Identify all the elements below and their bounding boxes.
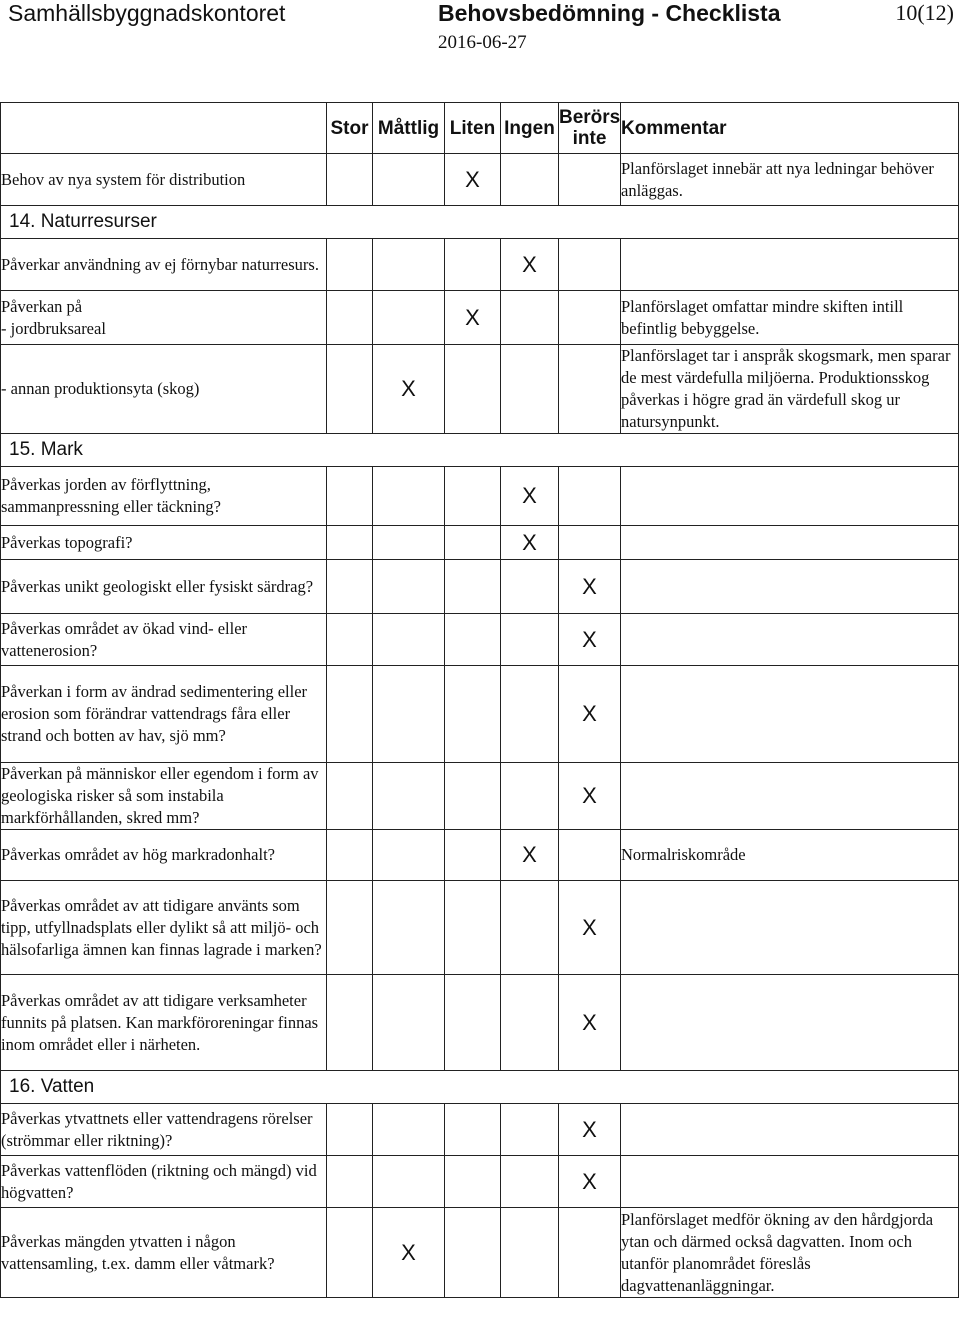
page-number: 10(12) — [895, 0, 954, 25]
header-empty-cell — [1, 103, 327, 154]
rating-cell-stor — [327, 1208, 373, 1298]
rating-cell-stor — [327, 239, 373, 291]
rating-mark: X — [501, 467, 559, 526]
table-row — [1, 614, 959, 666]
rating-cell-stor — [327, 666, 373, 763]
question-cell: Påverkas ytvattnets eller vattendragens rörelser (strömmar eller riktning)? — [1, 1104, 327, 1156]
rating-cell-stor — [327, 830, 373, 881]
document-date: 2016-06-27 — [438, 32, 527, 53]
rating-cell-ingen — [501, 291, 559, 345]
rating-cell-mattlig — [373, 560, 445, 614]
organization-name: Samhällsbyggnadskontoret — [8, 0, 286, 26]
rating-cell-liten — [445, 666, 501, 763]
rating-cell-stor — [327, 526, 373, 560]
rating-cell-ingen — [501, 154, 559, 206]
page-header — [0, 0, 960, 60]
rating-cell-mattlig — [373, 526, 445, 560]
column-berors-line-1: Berörs — [559, 107, 621, 128]
rating-cell-liten — [445, 881, 501, 975]
column-liten: Liten — [445, 103, 501, 154]
rating-cell-liten — [445, 467, 501, 526]
rating-mark: X — [445, 291, 501, 345]
comment-cell — [621, 975, 959, 1071]
comment-cell — [621, 239, 959, 291]
table-row — [1, 526, 959, 560]
rating-cell-stor — [327, 763, 373, 830]
document-title: Behovsbedömning - Checklista — [438, 0, 781, 26]
table-row — [1, 881, 959, 975]
table-row — [1, 560, 959, 614]
rating-cell-stor — [327, 1156, 373, 1208]
comment-cell — [621, 881, 959, 975]
rating-cell-mattlig — [373, 666, 445, 763]
column-ingen: Ingen — [501, 103, 559, 154]
comment-cell — [621, 1156, 959, 1208]
section-row — [1, 434, 959, 467]
rating-mark: X — [559, 1156, 621, 1208]
question-cell: Påverkas vattenflöden (riktning och mängd) vid högvatten? — [1, 1156, 327, 1208]
comment-cell — [621, 560, 959, 614]
table-row — [1, 291, 959, 345]
section-title: 14. Naturresurser — [1, 206, 959, 239]
table-row — [1, 154, 959, 206]
rating-cell-ingen — [501, 1156, 559, 1208]
comment-cell — [621, 526, 959, 560]
rating-mark: X — [501, 526, 559, 560]
question-cell: Påverkas mängden ytvatten i någon vattensamling, t.ex. damm eller våtmark? — [1, 1208, 327, 1298]
rating-mark: X — [559, 881, 621, 975]
rating-cell-mattlig — [373, 830, 445, 881]
rating-mark: X — [559, 560, 621, 614]
rating-cell-berors-inte — [559, 467, 621, 526]
table-row — [1, 666, 959, 763]
rating-cell-mattlig — [373, 239, 445, 291]
comment-cell: Normalriskområde — [621, 830, 959, 881]
rating-cell-berors-inte — [559, 1208, 621, 1298]
comment-cell — [621, 1104, 959, 1156]
rating-cell-mattlig — [373, 291, 445, 345]
rating-cell-berors-inte — [559, 291, 621, 345]
rating-cell-stor — [327, 467, 373, 526]
rating-cell-berors-inte — [559, 345, 621, 434]
column-berors-inte — [559, 103, 621, 154]
rating-cell-liten — [445, 1156, 501, 1208]
section-title: 15. Mark — [1, 434, 959, 467]
column-header-row — [1, 103, 959, 154]
rating-cell-ingen — [501, 763, 559, 830]
rating-cell-berors-inte — [559, 526, 621, 560]
question-cell — [1, 291, 327, 345]
question-line: - jordbruksareal — [1, 318, 106, 338]
rating-mark: X — [445, 154, 501, 206]
rating-cell-ingen — [501, 975, 559, 1071]
rating-mark: X — [559, 1104, 621, 1156]
rating-cell-liten — [445, 975, 501, 1071]
rating-mark: X — [373, 345, 445, 434]
question-cell: Påverkas topografi? — [1, 526, 327, 560]
rating-cell-liten — [445, 1208, 501, 1298]
question-cell: Påverkas området av hög markradonhalt? — [1, 830, 327, 881]
checklist-body — [1, 154, 959, 1298]
rating-cell-stor — [327, 291, 373, 345]
comment-cell — [621, 467, 959, 526]
table-row — [1, 1104, 959, 1156]
comment-cell — [621, 666, 959, 763]
rating-cell-stor — [327, 614, 373, 666]
table-row — [1, 345, 959, 434]
comment-cell — [621, 614, 959, 666]
column-kommentar: Kommentar — [621, 103, 959, 154]
rating-mark: X — [559, 666, 621, 763]
table-row — [1, 1156, 959, 1208]
comment-cell — [621, 763, 959, 830]
table-row — [1, 830, 959, 881]
rating-cell-mattlig — [373, 614, 445, 666]
rating-cell-stor — [327, 881, 373, 975]
question-cell: Påverkan på människor eller egendom i form av geologiska risker så som instabila markförhållanden, skred mm? — [1, 763, 327, 830]
rating-cell-liten — [445, 239, 501, 291]
rating-cell-mattlig — [373, 1156, 445, 1208]
rating-mark: X — [559, 763, 621, 830]
rating-cell-mattlig — [373, 1104, 445, 1156]
rating-cell-liten — [445, 614, 501, 666]
rating-cell-mattlig — [373, 975, 445, 1071]
rating-cell-ingen — [501, 614, 559, 666]
question-cell: Påverkas jorden av förflyttning, sammanpressning eller täckning? — [1, 467, 327, 526]
rating-cell-liten — [445, 763, 501, 830]
question-cell: Påverkas området av att tidigare använts som tipp, utfyllnadsplats eller dylikt så att miljö- och hälsofarliga ämnen kan finnas lagrade i marken? — [1, 881, 327, 975]
rating-cell-berors-inte — [559, 830, 621, 881]
rating-cell-liten — [445, 345, 501, 434]
rating-cell-ingen — [501, 1208, 559, 1298]
rating-cell-ingen — [501, 1104, 559, 1156]
comment-cell: Planförslaget medför ökning av den hårdgjorda ytan och därmed också dagvatten. Inom och utanför planområdet föreslås dagvattenanläggningar. — [621, 1208, 959, 1298]
question-line: Påverkan på — [1, 296, 83, 316]
question-cell: Behov av nya system för distribution — [1, 154, 327, 206]
comment-cell: Planförslaget innebär att nya ledningar behöver anläggas. — [621, 154, 959, 206]
question-cell: Påverkan i form av ändrad sedimentering eller erosion som förändrar vattendrags fåra eller strand och botten av hav, sjö mm? — [1, 666, 327, 763]
rating-cell-liten — [445, 526, 501, 560]
rating-cell-stor — [327, 345, 373, 434]
rating-cell-stor — [327, 1104, 373, 1156]
column-mattlig: Måttlig — [373, 103, 445, 154]
table-row — [1, 239, 959, 291]
comment-cell: Planförslaget omfattar mindre skiften intill befintlig bebyggelse. — [621, 291, 959, 345]
rating-mark: X — [559, 614, 621, 666]
comment-cell: Planförslaget tar i anspråk skogsmark, men sparar de mest värdefulla miljöerna. Produktionsskog påverkas i högre grad än värdefull skog ur natursynpunkt. — [621, 345, 959, 434]
section-row — [1, 206, 959, 239]
rating-cell-ingen — [501, 345, 559, 434]
table-row — [1, 1208, 959, 1298]
rating-cell-mattlig — [373, 467, 445, 526]
question-cell: Påverkar användning av ej förnybar naturresurs. — [1, 239, 327, 291]
table-row — [1, 467, 959, 526]
rating-cell-mattlig — [373, 154, 445, 206]
rating-cell-ingen — [501, 560, 559, 614]
rating-cell-mattlig — [373, 763, 445, 830]
rating-cell-mattlig — [373, 881, 445, 975]
section-row — [1, 1071, 959, 1104]
question-cell: Påverkas området av att tidigare verksamheter funnits på platsen. Kan markföroreningar finnas inom området eller i närheten. — [1, 975, 327, 1071]
rating-cell-liten — [445, 830, 501, 881]
rating-cell-ingen — [501, 881, 559, 975]
rating-cell-berors-inte — [559, 154, 621, 206]
question-cell: Påverkas unikt geologiskt eller fysiskt särdrag? — [1, 560, 327, 614]
checklist-table — [0, 102, 959, 1298]
column-berors-line-2: inte — [572, 128, 607, 149]
question-cell: Påverkas området av ökad vind- eller vattenerosion? — [1, 614, 327, 666]
question-cell: - annan produktionsyta (skog) — [1, 345, 327, 434]
rating-cell-liten — [445, 560, 501, 614]
rating-mark: X — [501, 239, 559, 291]
rating-cell-stor — [327, 975, 373, 1071]
column-stor: Stor — [327, 103, 373, 154]
rating-mark: X — [501, 830, 559, 881]
section-title: 16. Vatten — [1, 1071, 959, 1104]
table-row — [1, 975, 959, 1071]
rating-cell-liten — [445, 1104, 501, 1156]
rating-cell-stor — [327, 560, 373, 614]
rating-cell-ingen — [501, 666, 559, 763]
rating-cell-berors-inte — [559, 239, 621, 291]
rating-mark: X — [559, 975, 621, 1071]
rating-cell-stor — [327, 154, 373, 206]
table-row — [1, 763, 959, 830]
rating-mark: X — [373, 1208, 445, 1298]
